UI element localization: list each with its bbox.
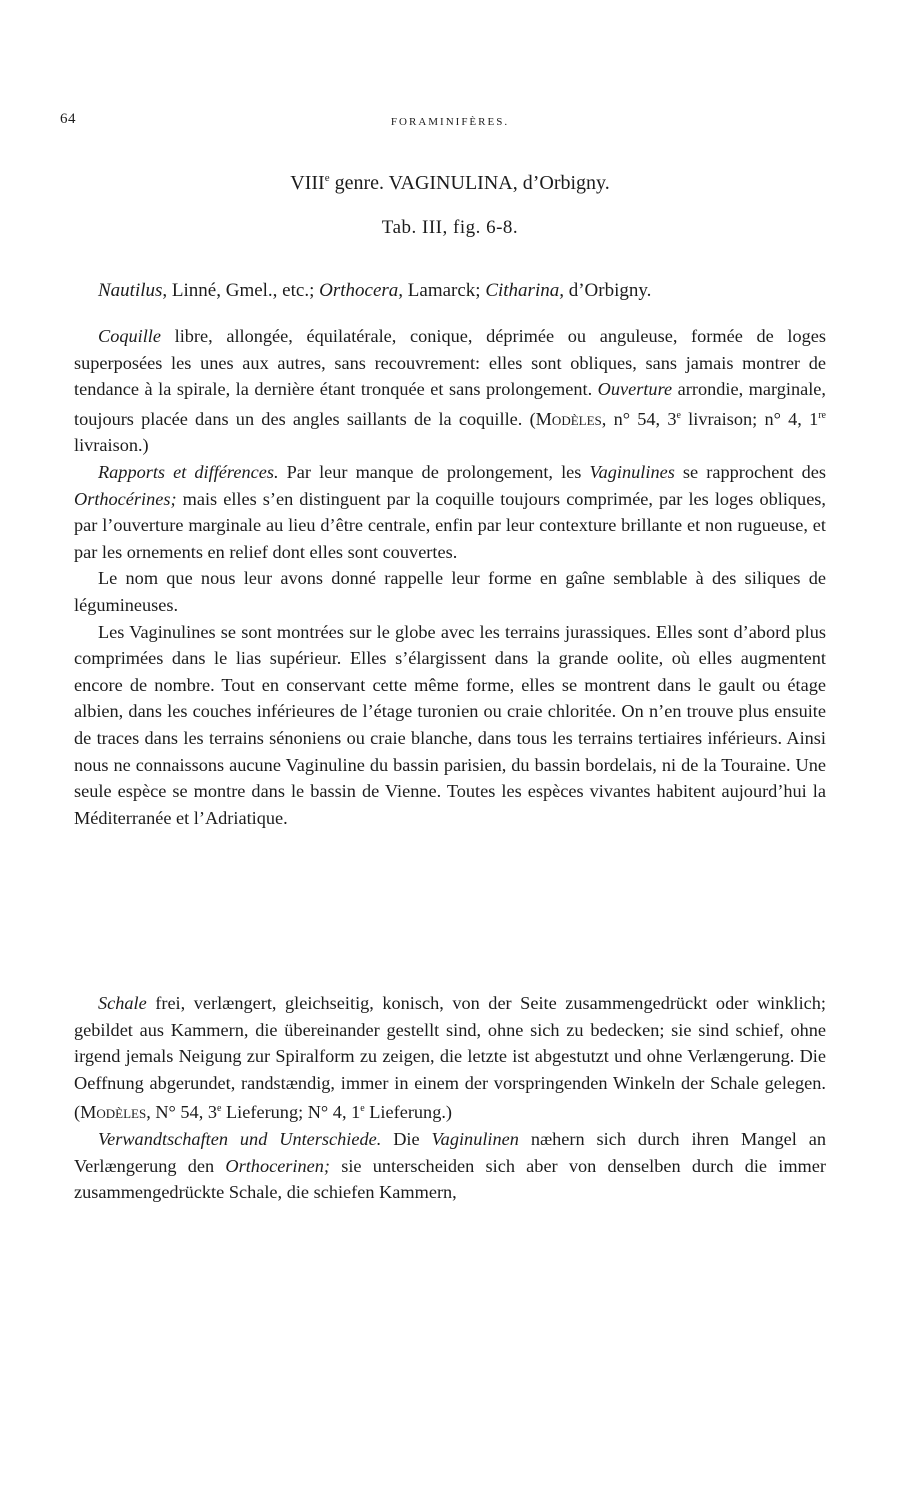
term-ouverture: Ouverture: [597, 379, 673, 400]
synonym-citharina: Citharina,: [485, 280, 564, 301]
text-span: , n° 54, 3: [601, 408, 677, 429]
superscript: e: [360, 1103, 365, 1115]
german-paragraph-description: [74, 990, 826, 1126]
superscript: re: [818, 409, 826, 421]
text-span: se rapprochent des: [674, 461, 827, 482]
term-rapports: Rapports et différences.: [98, 461, 279, 482]
text-span: Par leur manque de prolongement, les: [278, 461, 590, 482]
synonym-nautilus: Nautilus: [98, 280, 163, 301]
french-text: [74, 323, 826, 831]
text-span: frei, verlængert, gleichseitig, konisch, von der Seite zusammengedrückt oder winklich; gebildet aus Kammern, die übereinander gestellt sind, ohne sich zu bedecken; sie sind schief, ohne irgend jemals Neigung zur Spiralform zu zeigen, die letzte ist abgestutzt und ohne Verlængerung. Die Oeffnung abgerundet, randstændig, immer in einem der vorspringenden Winkeln der Schale gelegen. (: [74, 993, 826, 1123]
text-span: livraison.): [74, 435, 149, 456]
text-span: Lieferung; N° 4, 1: [221, 1102, 361, 1123]
text-span: livraison; n° 4, 1: [680, 408, 819, 429]
synonym-orthocera: Orthocera,: [319, 280, 404, 301]
term-coquille: Coquille: [98, 326, 161, 346]
genus-superscript: e: [324, 172, 330, 184]
genus-title: genre. VAGINULINA, d’Orbigny.: [329, 172, 610, 194]
plate-reference: Tab. III, fig. 6-8.: [381, 217, 519, 238]
synonym-authors-2: Lamarck;: [403, 280, 486, 301]
term-orthocerinen: Orthocerinen;: [225, 1155, 330, 1176]
term-verwandtschaften: Verwandtschaften und Unterschiede.: [98, 1128, 382, 1149]
text-span: libre, allongée, équilatérale, conique, déprimée ou anguleuse, formée de loges superposées les unes aux autres, sans recouvrement: elles sont obliques, sans jamais montrer de tendance à la spirale, la dernière étant tronquée et sans prolongement.: [74, 326, 826, 400]
term-vaginulinen: Vaginulinen: [431, 1128, 519, 1149]
genus-number: VIII: [290, 172, 325, 194]
text-span: mais elles s’en distinguent par la coquille toujours comprimée, par les loges obliques, par l’ouverture marginale au lieu d’être centrale, enfin par leur contexture brillante et non rugueuse, et par les ornements en relief dont elles sont couvertes.: [74, 488, 826, 562]
text-span: , N° 54, 3: [146, 1102, 217, 1123]
term-modeles: Modèles: [80, 1102, 147, 1123]
page-number: 64: [60, 111, 76, 127]
german-text: [74, 990, 826, 1206]
french-paragraph-nom: Le nom que nous leur avons donné rappelle leur forme en gaîne semblable à des siliques de légumineuses.: [74, 568, 826, 615]
term-schale: Schale: [98, 993, 147, 1013]
genus-heading: [0, 172, 900, 195]
german-paragraph-verwandtschaften: [74, 1126, 826, 1206]
text-span: sie unterscheiden sich aber von denselben durch die immer zusammengedrückte Schale, die schiefen Kammern,: [74, 1155, 826, 1203]
synonym-authors-1: , Linné, Gmel., etc.;: [162, 280, 320, 301]
term-vaginulines: Vaginulines: [589, 461, 675, 482]
french-paragraph-rapports: [74, 459, 826, 565]
superscript: e: [216, 1103, 222, 1115]
superscript: e: [676, 409, 681, 421]
french-paragraph-geologie: Les Vaginulines se sont montrées sur le globe avec les terrains jurassiques. Elles sont d’abord plus comprimées dans le lias supérieur. Elles s’élargissent dans la grande oolite, où elles augmentent encore de nombre. Tout en conservant cette même forme, elles se montrent dans le gault ou étage albien, dans les couches inférieures de l’étage turonien ou craie chloritée. On n’en trouve plus ensuite de traces dans les terrains sénoniens ou craie blanche, dans tous les terrains tertiaires inférieurs. Ainsi nous ne connaissons aucune Vaginuline du bassin parisien, du bassin bordelais, ni de la Touraine. Une seule espèce se montre dans le bassin de Vienne. Toutes les espèces vivantes habitent aujourd’hui la Méditerranée et l’Adriatique.: [74, 621, 826, 828]
text-span: Lieferung.): [364, 1102, 452, 1123]
french-paragraph-description: [74, 323, 826, 459]
synonymy-line: [98, 280, 818, 302]
term-modeles: Modèles: [535, 408, 602, 429]
text-span: Die: [381, 1128, 432, 1149]
running-title: FORAMINIFÈRES.: [390, 116, 510, 128]
synonym-authors-3: d’Orbigny.: [563, 280, 652, 301]
term-orthocerines: Orthocérines;: [74, 488, 177, 509]
text-span: næhern sich durch ihren Mangel an Verlængerung den: [74, 1128, 826, 1176]
text-span: arrondie, marginale, toujours placée dans un des angles saillants de la coquille. (: [74, 379, 826, 429]
